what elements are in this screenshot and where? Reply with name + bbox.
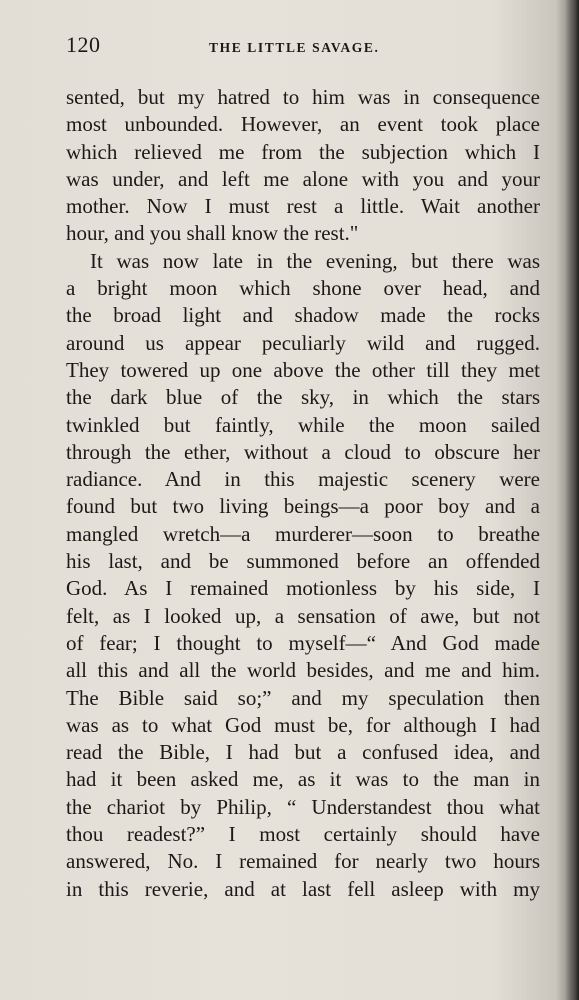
text-line: was under, and left me alone with you and your [66, 166, 540, 191]
text-line: had it been asked me, as it was to the man in [66, 767, 540, 792]
page-header [66, 32, 536, 62]
text-line: through the ether, without a cloud to obscure her [66, 439, 540, 464]
text-line: felt, as I looked up, a sensation of awe, but not [66, 603, 540, 628]
text-line: all this and all the world besides, and me and him. [66, 658, 540, 683]
text-line: the chariot by Philip, “ Understandest thou what [66, 794, 540, 819]
text-line: around us appear peculiarly wild and rugged. [66, 330, 540, 355]
text-line: answered, No. I remained for nearly two hours [66, 849, 540, 874]
page-number: 120 [66, 32, 101, 57]
text-line: in this reverie, and at last fell asleep with my [66, 876, 540, 901]
text-line: radiance. And in this majestic scenery were [66, 467, 540, 492]
text-line: The Bible said so;” and my speculation then [66, 685, 540, 710]
text-line: It was now late in the evening, but there was [90, 248, 540, 273]
text-line: the broad light and shadow made the rocks [66, 303, 540, 328]
text-line: hour, and you shall know the rest." [66, 221, 359, 246]
running-head: THE LITTLE SAVAGE. [209, 40, 380, 55]
text-line: sented, but my hatred to him was in consequence [66, 85, 540, 109]
text-line: mother. Now I must rest a little. Wait another [66, 194, 540, 219]
text-line: thou readest?” I most certainly should have [66, 822, 540, 847]
page-edge-shadow [565, 0, 579, 1000]
text-line: read the Bible, I had but a confused idea, and [66, 740, 540, 765]
text-line: which relieved me from the subjection which I [66, 139, 540, 164]
text-line: a bright moon which shone over head, and [66, 276, 540, 301]
text-line: was as to what God must be, for although I had [66, 712, 540, 737]
text-line: of fear; I thought to myself—“ And God made [66, 630, 540, 655]
body-text [66, 84, 540, 903]
text-line: his last, and be summoned before an offended [66, 549, 540, 574]
text-line: the dark blue of the sky, in which the stars [66, 385, 540, 410]
text-line: most unbounded. However, an event took place [66, 112, 540, 137]
text-line: twinkled but faintly, while the moon sailed [66, 412, 540, 437]
text-line: found but two living beings—a poor boy and a [66, 494, 540, 519]
text-line: They towered up one above the other till they met [66, 357, 540, 382]
text-line: mangled wretch—a murderer—soon to breathe [66, 521, 540, 546]
text-line: God. As I remained motionless by his side, I [66, 576, 540, 601]
